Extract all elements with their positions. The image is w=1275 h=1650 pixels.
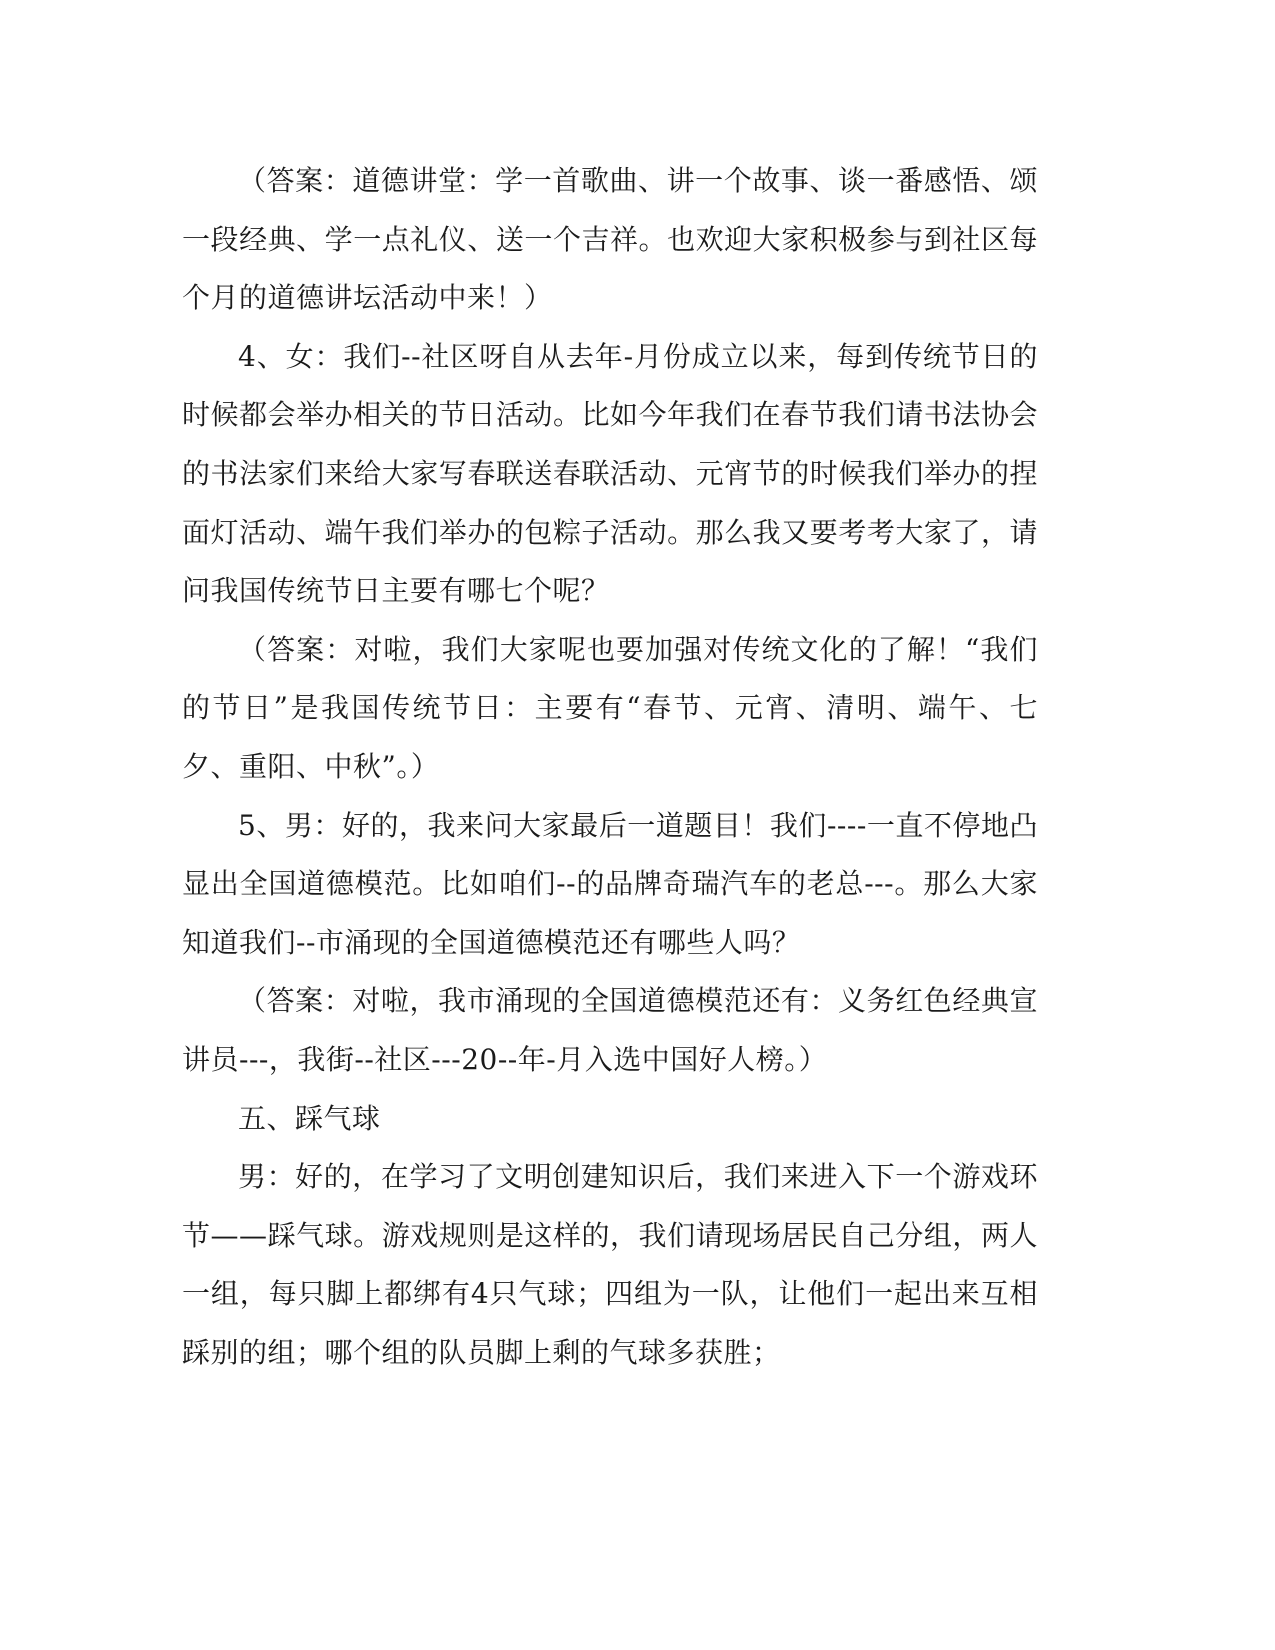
answer-paragraph-festivals: （答案：对啦，我们大家呢也要加强对传统文化的了解！“我们的节日”是我国传统节日：主要有“春节、元宵、清明、端午、七夕、重阳、中秋”。） — [182, 632, 1038, 783]
game-rules-paragraph: 男：好的，在学习了文明创建知识后，我们来进入下一个游戏环节——踩气球。游戏规则是这样的，我们请现场居民自己分组，两人一组，每只脚上都绑有4只气球；四组为一队，让他们一起出来互相踩别的组；哪个组的队员脚上剩的气球多获胜； — [182, 1160, 1038, 1369]
section-heading: 五、踩气球 — [238, 1101, 381, 1135]
document-body — [182, 152, 1038, 1382]
question-paragraph-5: 5、男：好的，我来问大家最后一道题目！我们----一直不停地凸显出全国道德模范。比如咱们--的品牌奇瑞汽车的老总---。那么大家知道我们--市涌现的全国道德模范还有哪些人吗？ — [182, 808, 1038, 959]
answer-paragraph-moral-lecture: （答案：道德讲堂：学一首歌曲、讲一个故事、谈一番感悟、颂一段经典、学一点礼仪、送一个吉祥。也欢迎大家积极参与到社区每个月的道德讲坛活动中来！） — [182, 164, 1038, 315]
question-paragraph-4: 4、女：我们--社区呀自从去年-月份成立以来，每到传统节日的时候都会举办相关的节日活动。比如今年我们在春节我们请书法协会的书法家们来给大家写春联送春联活动、元宵节的时候我们举办的捏面灯活动、端午我们举办的包粽子活动。那么我又要考考大家了，请问我国传统节日主要有哪七个呢？ — [182, 339, 1038, 608]
answer-paragraph-moral-models: （答案：对啦，我市涌现的全国道德模范还有：义务红色经典宣讲员---，我街--社区---20--年-月入选中国好人榜。） — [182, 984, 1038, 1076]
